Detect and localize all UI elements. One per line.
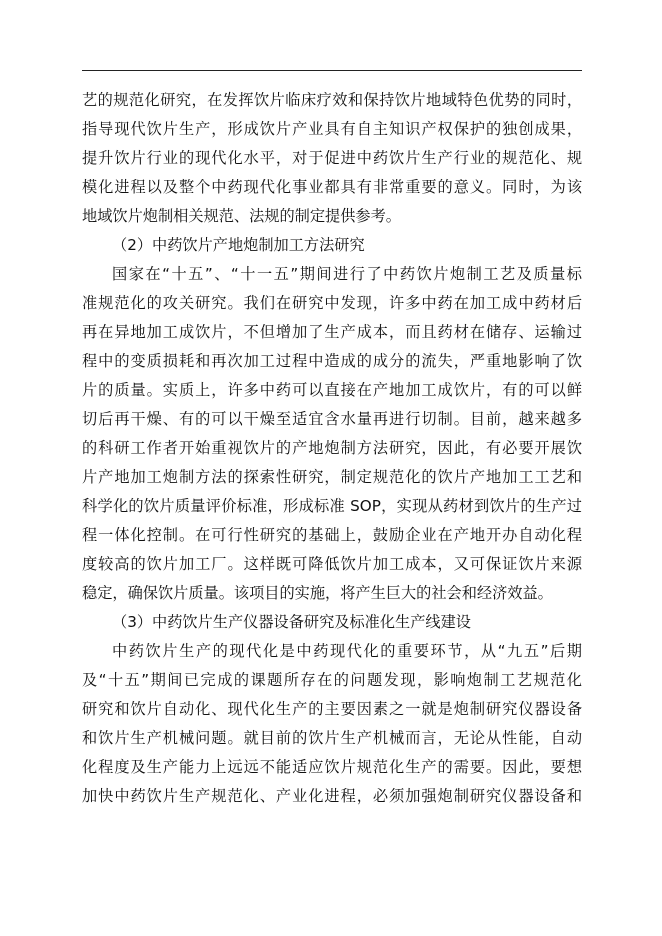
section-heading-2: （2）中药饮片产地炮制加工方法研究	[112, 236, 365, 254]
text-line: 片产地加工炮制方法的探索性研究，制定规范化的饮片产地加工工艺和	[82, 468, 582, 486]
text-line: 中药饮片生产的现代化是中药现代化的重要环节，从“九五”后期	[112, 642, 582, 660]
text-line: 准规范化的攻关研究。我们在研究中发现，许多中药在加工成中药材后	[82, 294, 582, 312]
paragraph-continued	[82, 86, 582, 231]
text-line: 科学化的饮片质量评价标准，形成标准 SOP，实现从药材到饮片的生产过	[82, 497, 582, 515]
text-line: 艺的规范化研究，在发挥饮片临床疗效和保持饮片地域特色优势的同时，	[82, 91, 582, 109]
text-line: 程中的变质损耗和再次加工过程中造成的成分的流失，严重地影响了饮	[82, 352, 582, 370]
text-line: 度较高的饮片加工厂。这样既可降低饮片加工成本，又可保证饮片来源	[82, 555, 582, 573]
text-line: 再在异地加工成饮片，不但增加了生产成本，而且药材在储存、运输过	[82, 323, 582, 341]
text-line: 稳定，确保饮片质量。该项目的实施，将产生巨大的社会和经济效益。	[82, 584, 553, 602]
text-line: 模化进程以及整个中药现代化事业都具有非常重要的意义。同时，为该	[82, 178, 582, 196]
text-line: 指导现代饮片生产，形成饮片产业具有自主知识产权保护的独创成果，	[82, 120, 582, 138]
text-line: 程一体化控制。在可行性研究的基础上，鼓励企业在产地开办自动化程	[82, 526, 582, 544]
text-line: 化程度及生产能力上远远不能适应饮片规范化生产的需要。因此，要想	[82, 758, 582, 776]
text-line: 切后再干燥、有的可以干燥至适宜含水量再进行切制。目前，越来越多	[82, 410, 582, 428]
paragraph-2	[82, 260, 582, 608]
text-line: 地域饮片炮制相关规范、法规的制定提供参考。	[82, 207, 401, 225]
section-heading-3: （3）中药饮片生产仪器设备研究及标准化生产线建设	[112, 613, 471, 631]
paragraph-3	[82, 637, 582, 811]
header-rule	[82, 70, 582, 71]
text-line: 研究和饮片自动化、现代化生产的主要因素之一就是炮制研究仪器设备	[82, 700, 582, 718]
text-line: 提升饮片行业的现代化水平，对于促进中药饮片生产行业的规范化、规	[82, 149, 582, 167]
text-line: 加快中药饮片生产规范化、产业化进程，必须加强炮制研究仪器设备和	[82, 787, 582, 805]
text-line: 国家在“十五”、“十一五”期间进行了中药饮片炮制工艺及质量标	[112, 265, 582, 283]
text-line: 的科研工作者开始重视饮片的产地炮制方法研究，因此，有必要开展饮	[82, 439, 582, 457]
text-line: 片的质量。实质上，许多中药可以直接在产地加工成饮片，有的可以鲜	[82, 381, 582, 399]
text-line: 及“十五”期间已完成的课题所存在的问题发现，影响炮制工艺规范化	[82, 671, 582, 689]
document-body	[82, 86, 582, 811]
text-line: 和饮片生产机械问题。就目前的饮片生产机械而言，无论从性能，自动	[82, 729, 582, 747]
